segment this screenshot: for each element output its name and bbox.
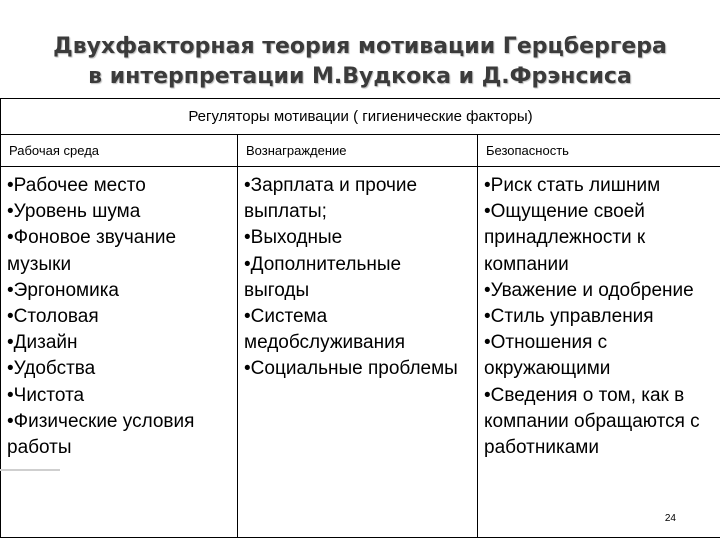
list-item: • Система медобслуживания — [244, 304, 471, 356]
reward-list — [244, 173, 471, 383]
column-heading-reward: Вознаграждение — [238, 135, 478, 167]
slide-title-line-1: Двухфакторная теория мотивации Герцбергера — [53, 34, 667, 59]
table-header-row — [1, 99, 720, 135]
list-item: • Рабочее место — [7, 173, 231, 199]
list-item: • Столовая — [7, 304, 231, 330]
list-item: • Удобства — [7, 356, 231, 382]
list-item: • Дизайн — [7, 330, 231, 356]
page-number: 24 — [664, 513, 676, 524]
list-item: • Социальные проблемы — [244, 356, 471, 382]
table-header: Регуляторы мотивации ( гигиенические факторы) — [1, 99, 720, 135]
slide-title-line-2: в интерпретации М.Вудкока и Д.Фрэнсиса — [88, 64, 632, 89]
list-item: • Уважение и одобрение — [484, 278, 714, 304]
security-list — [484, 173, 714, 461]
list-item: • Зарплата и прочие выплаты; — [244, 173, 471, 225]
list-item: • Выходные — [244, 225, 471, 251]
slide-title — [0, 32, 720, 92]
list-item: • Риск стать лишним — [484, 173, 714, 199]
column-headings-row — [1, 135, 720, 167]
column-work-environment — [1, 167, 238, 538]
list-item: • Стиль управления — [484, 304, 714, 330]
list-item: • Эргономика — [7, 278, 231, 304]
slide-corner-decoration — [0, 468, 60, 472]
content-row — [1, 167, 720, 538]
column-security — [478, 167, 720, 538]
column-reward — [238, 167, 478, 538]
list-item: • Фоновое звучание музыки — [7, 225, 231, 277]
list-item: • Сведения о том, как в компании обращаются с работниками — [484, 383, 714, 462]
list-item: • Чистота — [7, 383, 231, 409]
hygiene-factors-table — [0, 98, 720, 538]
list-item: • Уровень шума — [7, 199, 231, 225]
factors-table — [0, 98, 720, 538]
column-heading-work-environment: Рабочая среда — [1, 135, 238, 167]
list-item: • Физические условия работы — [7, 409, 231, 461]
list-item: • Отношения с окружающими — [484, 330, 714, 382]
list-item: • Дополнительные выгоды — [244, 252, 471, 304]
column-heading-security: Безопасность — [478, 135, 720, 167]
list-item: • Ощущение своей принадлежности к компании — [484, 199, 714, 278]
work-environment-list — [7, 173, 231, 461]
